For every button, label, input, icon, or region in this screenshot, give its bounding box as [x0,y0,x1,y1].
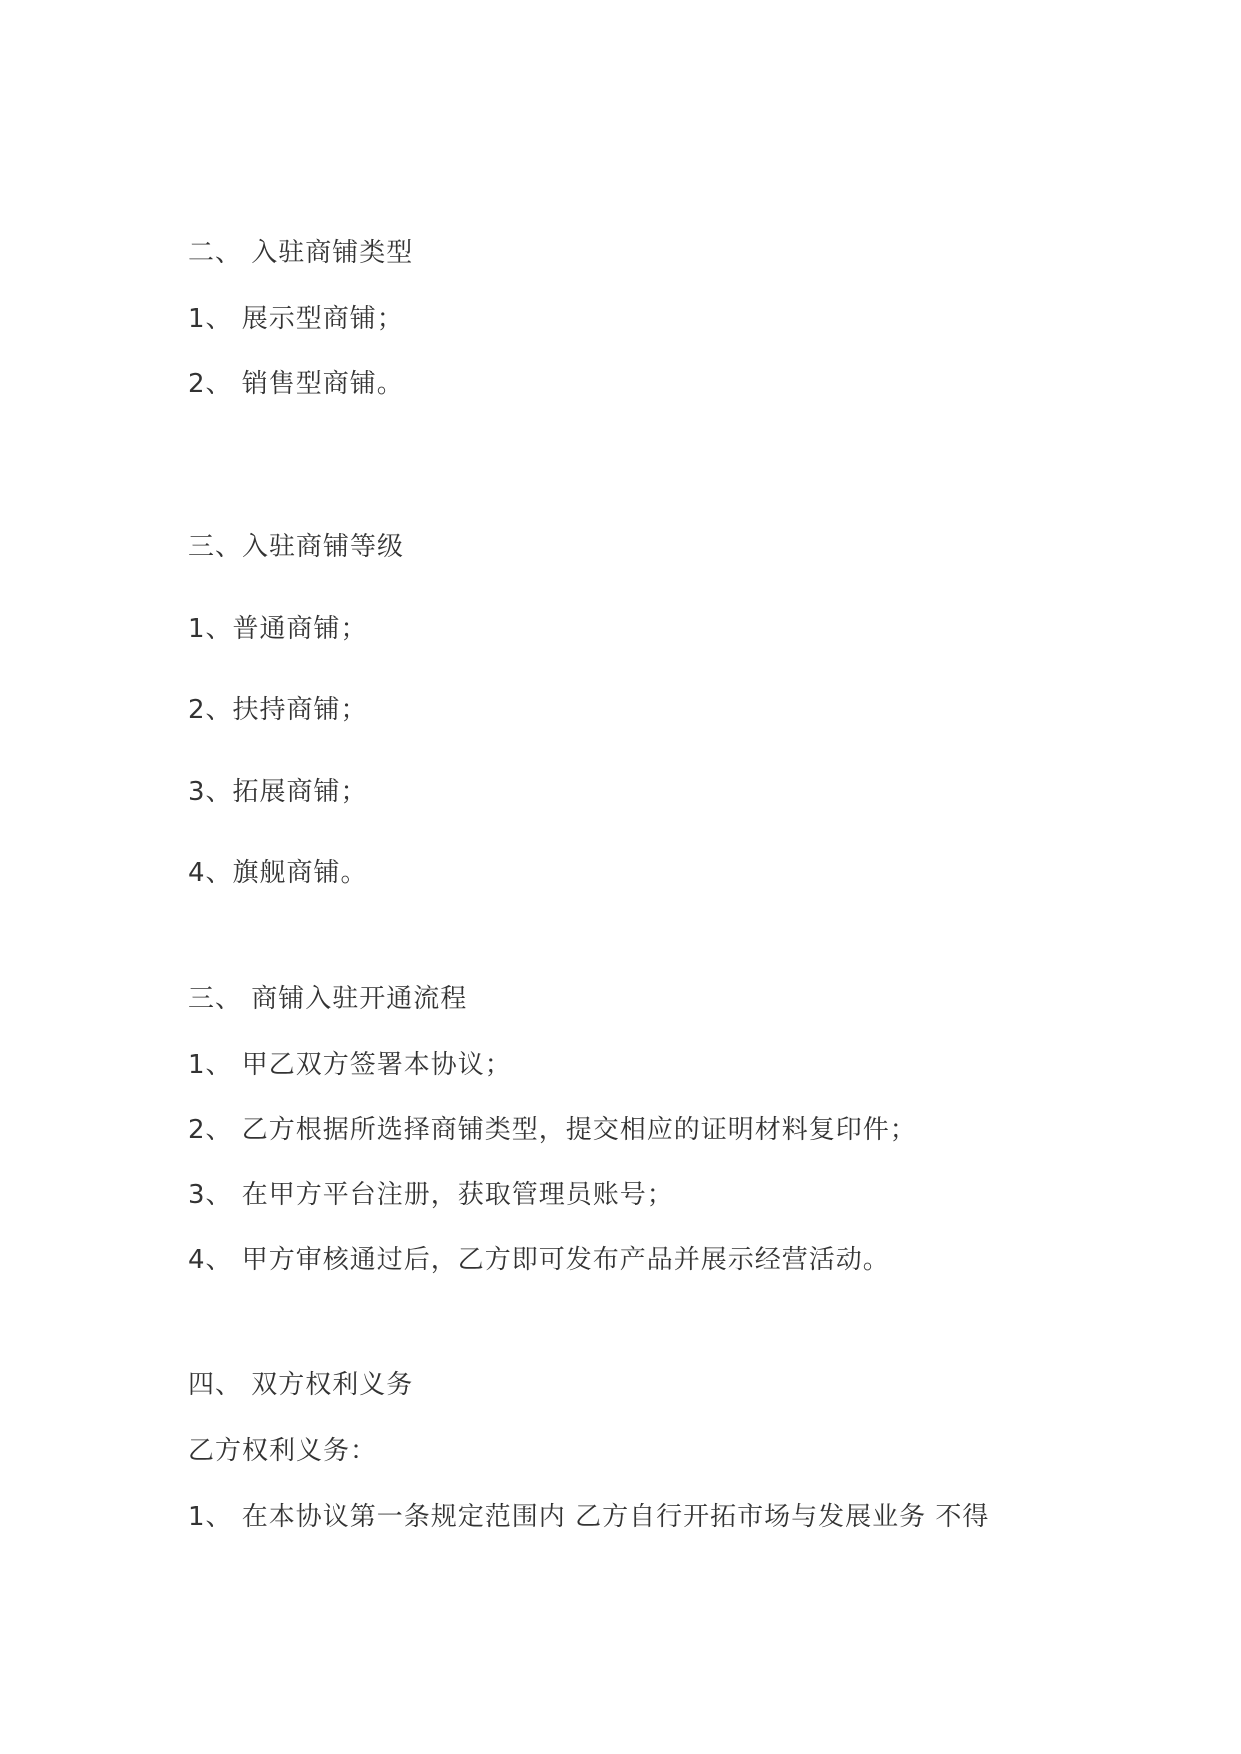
opening-process-item-3: 3、 在甲方平台注册，获取管理员账号； [188,1180,674,1210]
party-b-rights-subheading: 乙方权利义务： [188,1436,378,1466]
store-levels-heading: 三、入驻商铺等级 [188,532,405,562]
opening-process-item-4: 4、 甲方审核通过后，乙方即可发布产品并展示经营活动。 [188,1245,890,1275]
opening-process-item-2: 2、 乙方根据所选择商铺类型，提交相应的证明材料复印件； [188,1115,917,1145]
rights-obligations-heading: 四、 双方权利义务 [188,1370,414,1400]
rights-item-1: 1、 在本协议第一条规定范围内 乙方自行开拓市场与发展业务 不得 [188,1502,990,1532]
store-level-item-3: 3、拓展商铺； [188,777,368,807]
store-level-item-1: 1、普通商铺； [188,614,368,644]
store-type-item-1: 1、 展示型商铺； [188,304,404,334]
opening-process-item-1: 1、 甲乙双方签署本协议； [188,1050,512,1080]
opening-process-heading: 三、 商铺入驻开通流程 [188,984,468,1014]
store-types-heading: 二、 入驻商铺类型 [188,238,414,268]
store-level-item-4: 4、旗舰商铺。 [188,858,368,888]
store-level-item-2: 2、扶持商铺； [188,695,368,725]
store-type-item-2: 2、 销售型商铺。 [188,369,404,399]
